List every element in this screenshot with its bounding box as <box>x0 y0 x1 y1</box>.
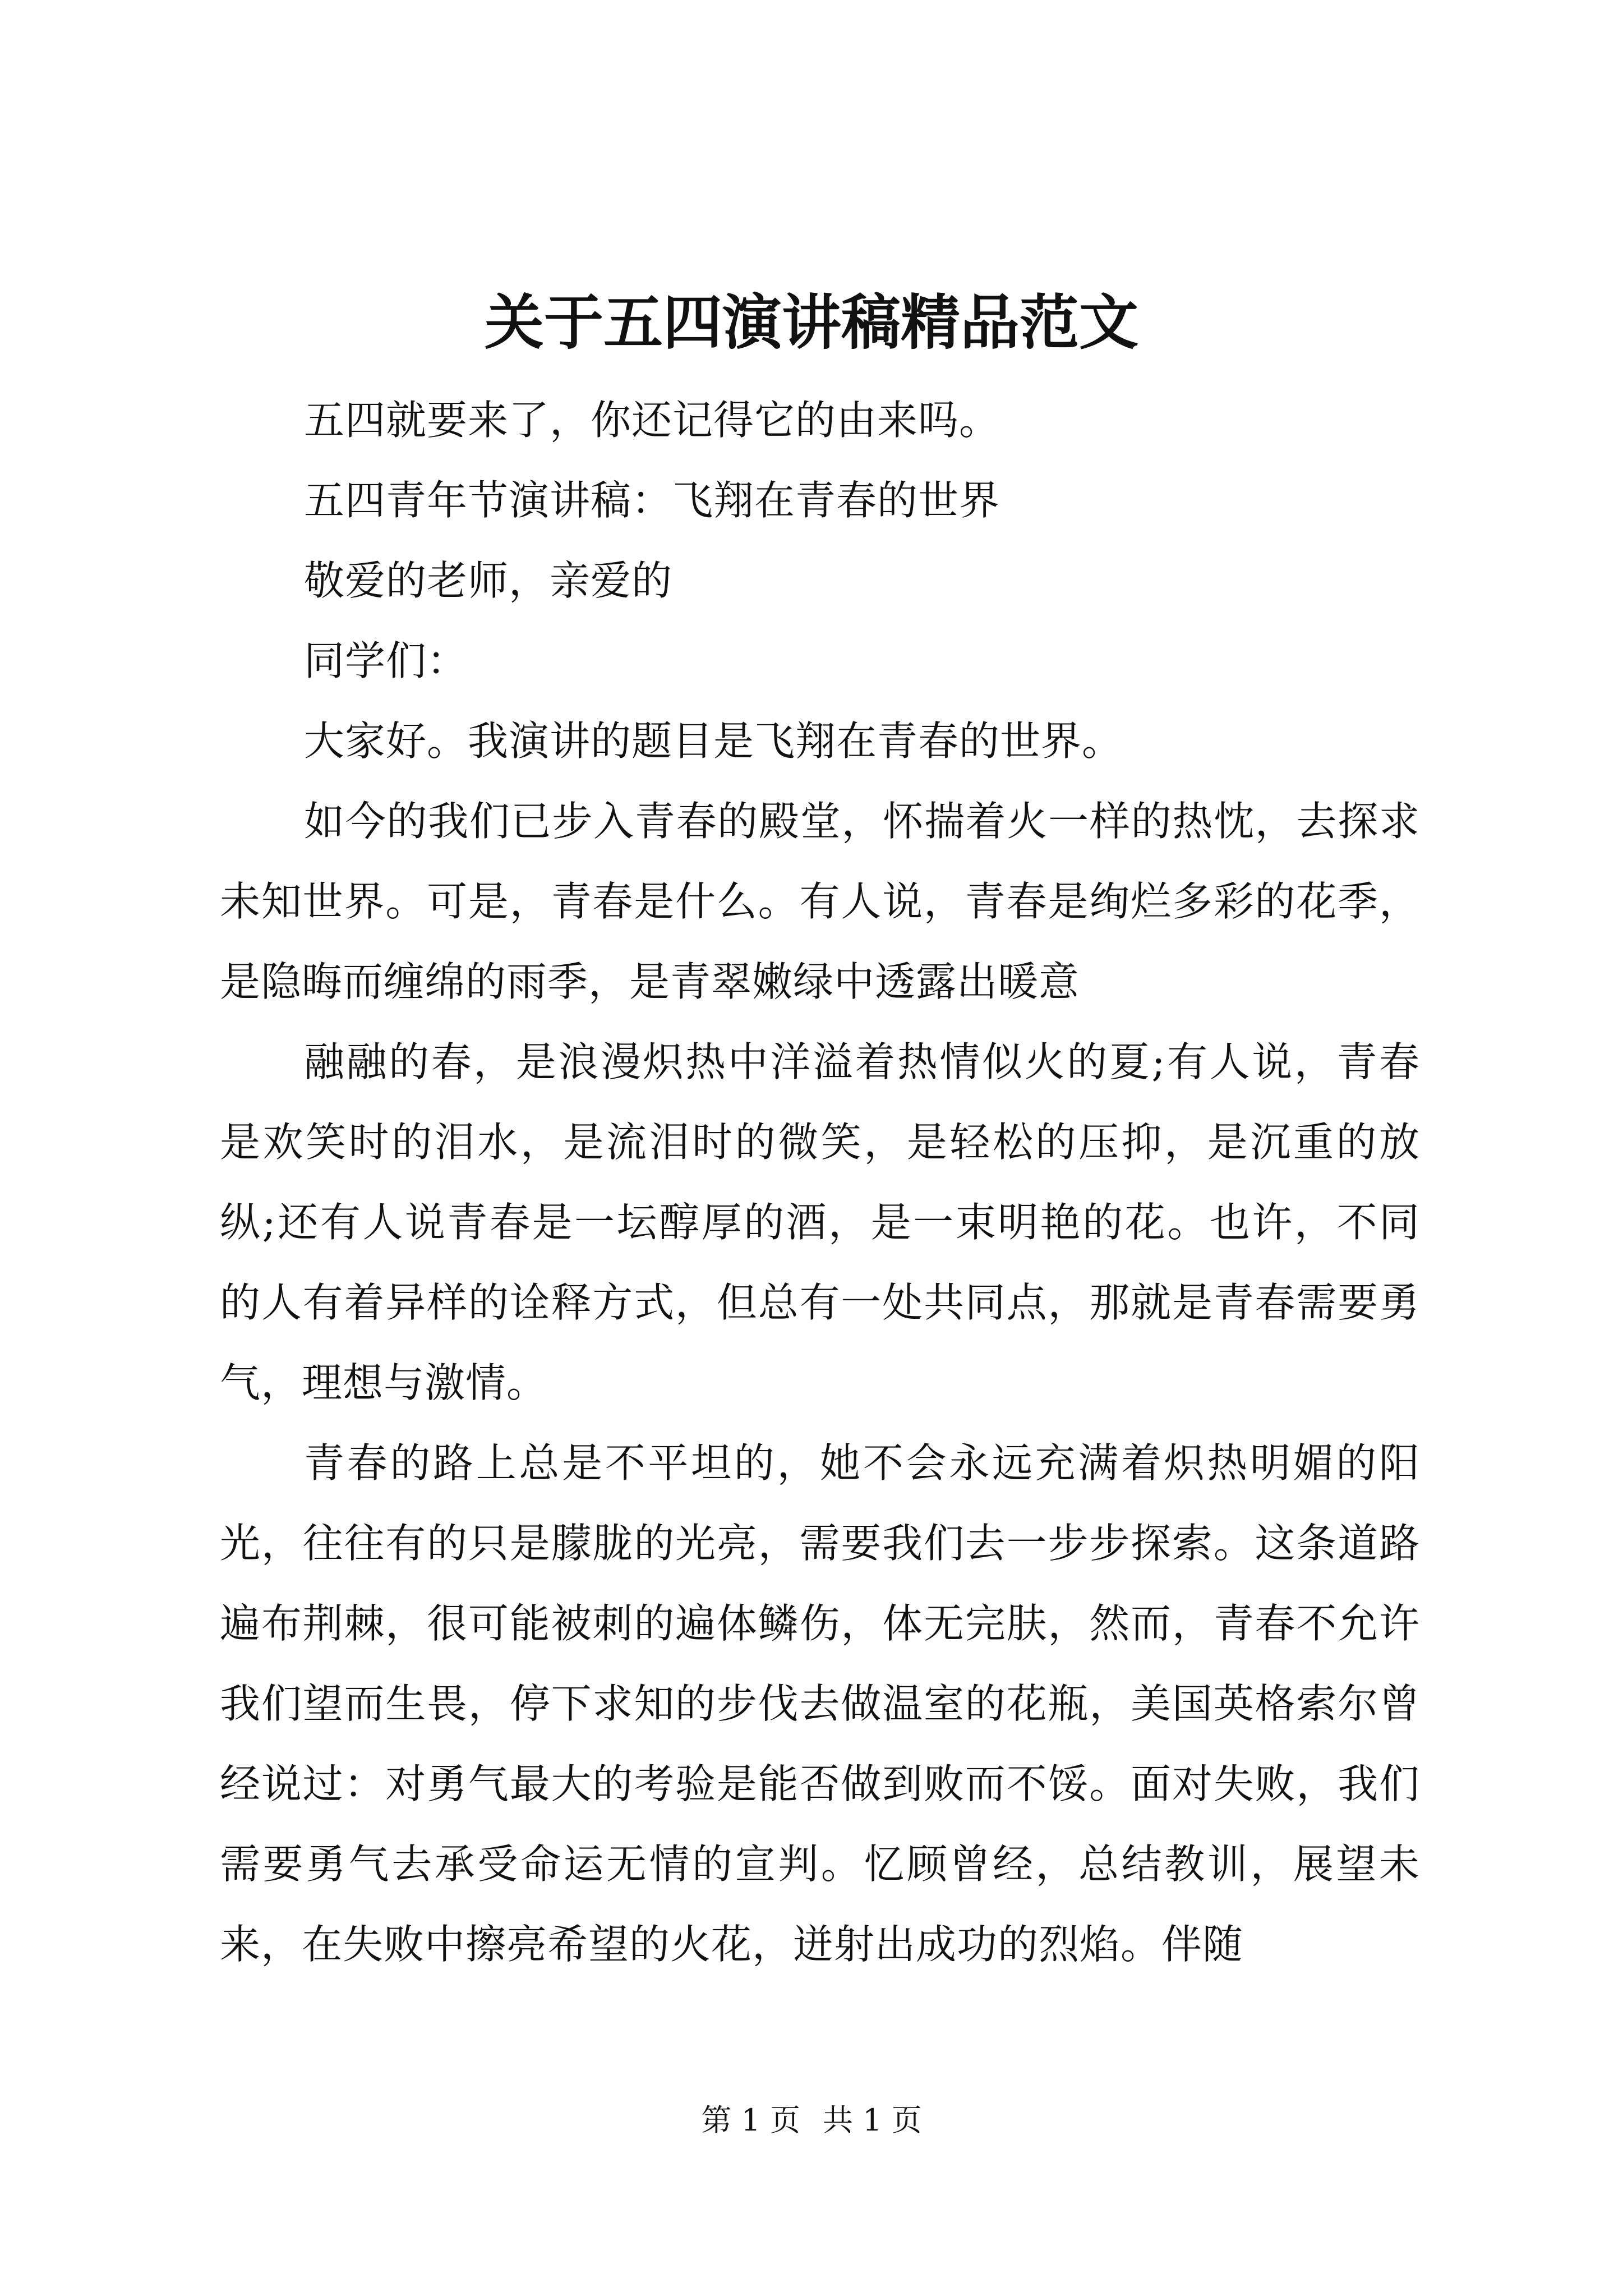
paragraph: 五四青年节演讲稿：飞翔在青春的世界 <box>304 477 1000 524</box>
page-footer <box>0 2101 1623 2140</box>
paragraph: 青春的路上总是不平坦的，她不会永远充满着炽热明媚的阳光，往往有的只是朦胧的光亮，需要我们去一步步探索。这条道路遍布荆棘，很可能被刺的遍体鳞伤，体无完肤，然而，青春不允许我们望而生畏，停下求知的步伐去做温室的花瓶，美国英格索尔曾经说过：对勇气最大的考验是能否做到败而不馁。面对失败，我们需要勇气去承受命运无情的宣判。忆顾曾经，总结教训，展望未来，在失败中擦亮希望的火花，迸射出成功的烈焰。伴随 <box>220 1439 1420 1968</box>
paragraph: 五四就要来了，你还记得它的由来吗。 <box>304 397 1000 444</box>
paragraph: 敬爱的老师，亲爱的 <box>304 557 673 604</box>
paragraph: 融融的春，是浪漫炽热中洋溢着热情似火的夏;有人说，青春是欢笑时的泪水，是流泪时的微笑，是轻松的压抑，是沉重的放纵;还有人说青春是一坛醇厚的酒，是一束明艳的花。也许，不同的人有着异样的诠释方式，但总有一处共同点，那就是青春需要勇气，理想与激情。 <box>220 1038 1420 1406</box>
paragraph: 同学们： <box>304 637 468 684</box>
document-body <box>220 380 1420 1985</box>
document-title: 关于五四演讲稿精品范文 <box>485 287 1138 357</box>
page-total: 共 1 页 <box>823 2102 922 2138</box>
page-number: 第 1 页 <box>701 2102 800 2138</box>
paragraph: 大家好。我演讲的题目是飞翔在青春的世界。 <box>304 717 1123 765</box>
paragraph: 如今的我们已步入青春的殿堂，怀揣着火一样的热忱，去探求未知世界。可是，青春是什么。有人说，青春是绚烂多彩的花季，是隐晦而缠绵的雨季，是青翠嫩绿中透露出暖意 <box>220 798 1420 1005</box>
